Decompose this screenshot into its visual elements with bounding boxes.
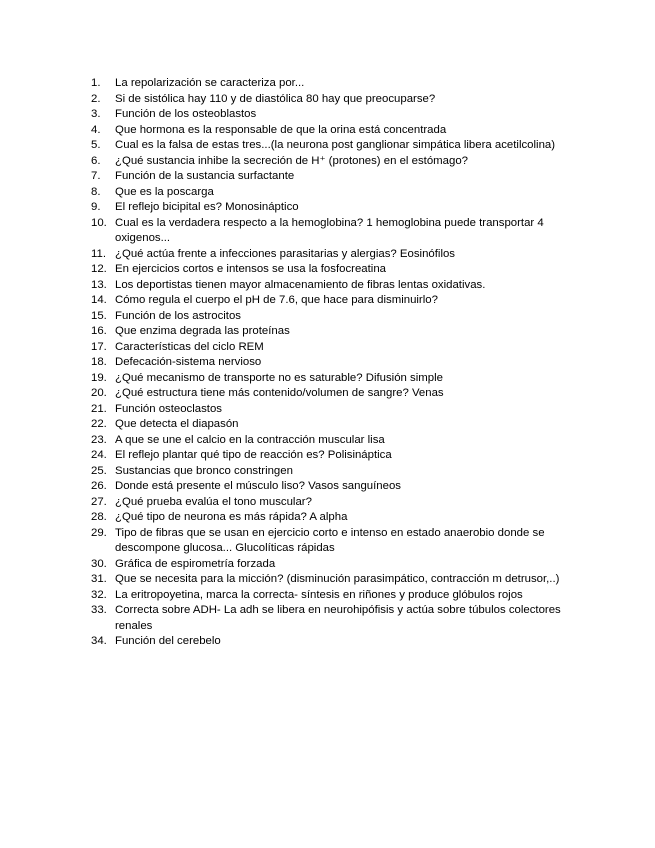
- question-text: En ejercicios cortos e intensos se usa la fosfocreatina: [115, 263, 386, 275]
- question-text: El reflejo plantar qué tipo de reacción es? Polisináptica: [115, 449, 392, 461]
- question-item: [91, 185, 591, 201]
- question-item: [91, 572, 591, 588]
- question-item: [91, 402, 591, 418]
- question-text: ¿Qué mecanismo de transporte no es saturable? Difusión simple: [115, 371, 443, 384]
- question-text: Donde está presente el músculo liso? Vasos sanguíneos: [115, 480, 401, 492]
- question-text: Función del cerebelo: [115, 635, 221, 647]
- question-number: 9.: [91, 201, 101, 213]
- question-number: 27.: [91, 495, 107, 508]
- question-text: Tipo de fibras que se usan en ejercicio corto e intenso en estado anaerobio donde se descompone glucosa... Glucolíticas rápidas: [115, 526, 545, 554]
- question-item: [91, 386, 591, 402]
- question-text: Función de la sustancia surfactante: [115, 170, 295, 182]
- question-number: 6.: [91, 154, 101, 167]
- question-item: [91, 557, 591, 573]
- question-number: 20.: [91, 387, 107, 399]
- question-number: 29.: [91, 526, 107, 539]
- question-item: [91, 495, 591, 511]
- question-number: 15.: [91, 309, 107, 322]
- question-item: [91, 278, 591, 294]
- question-text: Gráfica de espirometría forzada: [115, 557, 276, 570]
- question-item: [91, 309, 591, 325]
- question-number: 1.: [91, 77, 101, 89]
- question-item: [91, 138, 591, 154]
- question-item: [91, 634, 591, 650]
- question-number: 26.: [91, 480, 107, 492]
- question-item: [91, 510, 591, 526]
- question-text: Características del ciclo REM: [115, 340, 264, 353]
- question-number: 13.: [91, 278, 107, 291]
- question-item: [91, 588, 591, 604]
- question-number: 32.: [91, 588, 107, 601]
- question-item: [91, 107, 591, 123]
- question-text: Que es la poscarga: [115, 185, 214, 198]
- question-number: 18.: [91, 356, 107, 368]
- question-number: 21.: [91, 402, 107, 415]
- question-item: [91, 355, 591, 371]
- question-text: La eritropoyetina, marca la correcta- síntesis en riñones y produce glóbulos rojos: [115, 588, 523, 601]
- question-item: [91, 603, 591, 634]
- question-text: Correcta sobre ADH- La adh se libera en neurohipófisis y actúa sobre túbulos colectores renales: [115, 604, 561, 632]
- question-number: 10.: [91, 216, 107, 229]
- question-text: ¿Qué prueba evalúa el tono muscular?: [115, 495, 312, 508]
- question-number: 17.: [91, 340, 107, 353]
- question-item: [91, 76, 591, 92]
- question-text: Que hormona es la responsable de que la orina está concentrada: [115, 123, 447, 136]
- question-text: Defecación-sistema nervioso: [115, 356, 262, 368]
- question-text: Que enzima degrada las proteínas: [115, 325, 290, 337]
- question-text: Cual es la verdadera respecto a la hemoglobina? 1 hemoglobina puede transportar 4 oxigenos...: [115, 216, 544, 244]
- question-text: Cómo regula el cuerpo el pH de 7.6, que hace para disminuirlo?: [115, 294, 438, 306]
- question-text: Función de los astrocitos: [115, 309, 241, 322]
- question-text: Si de sistólica hay 110 y de diastólica 80 hay que preocuparse?: [115, 92, 436, 105]
- question-number: 25.: [91, 464, 107, 477]
- question-item: [91, 464, 591, 480]
- question-text: La repolarización se caracteriza por...: [115, 77, 305, 89]
- question-text: ¿Qué tipo de neurona es más rápida? A alpha: [115, 511, 348, 523]
- question-number: 23.: [91, 433, 107, 446]
- question-number: 2.: [91, 92, 101, 105]
- question-number: 11.: [91, 247, 106, 260]
- question-item: [91, 262, 591, 278]
- question-item: [91, 433, 591, 449]
- question-text: Sustancias que bronco constringen: [115, 464, 293, 477]
- question-number: 5.: [91, 139, 101, 151]
- question-number: 31.: [91, 573, 107, 585]
- question-text: Función de los osteoblastos: [115, 108, 257, 120]
- question-number: 19.: [91, 371, 107, 384]
- question-text: Que se necesita para la micción? (disminución parasimpático, contracción m detrusor,..): [115, 573, 560, 585]
- question-number: 4.: [91, 123, 101, 136]
- question-number: 12.: [91, 263, 107, 275]
- question-item: [91, 526, 591, 557]
- question-item: [91, 417, 591, 433]
- question-number: 34.: [91, 635, 107, 647]
- question-number: 30.: [91, 557, 107, 570]
- question-number: 22.: [91, 418, 107, 430]
- question-text: Los deportistas tienen mayor almacenamiento de fibras lentas oxidativas.: [115, 278, 486, 291]
- question-text: Cual es la falsa de estas tres...(la neurona post ganglionar simpática libera acetilcolina): [115, 139, 556, 151]
- question-list: [91, 76, 591, 650]
- question-item: [91, 200, 591, 216]
- question-item: [91, 92, 591, 108]
- question-item: [91, 169, 591, 185]
- question-number: 33.: [91, 604, 107, 616]
- question-number: 7.: [91, 170, 101, 182]
- question-item: [91, 216, 591, 247]
- question-item: [91, 154, 591, 170]
- question-text: El reflejo bicipital es? Monosináptico: [115, 201, 299, 213]
- question-number: 8.: [91, 185, 101, 198]
- question-text: ¿Qué actúa frente a infecciones parasitarias y alergias? Eosinófilos: [115, 247, 456, 260]
- question-item: [91, 448, 591, 464]
- question-item: [91, 371, 591, 387]
- question-item: [91, 340, 591, 356]
- question-number: 3.: [91, 108, 101, 120]
- question-number: 24.: [91, 449, 107, 461]
- question-item: [91, 293, 591, 309]
- question-text: ¿Qué estructura tiene más contenido/volumen de sangre? Venas: [115, 387, 444, 399]
- question-item: [91, 247, 591, 263]
- question-number: 16.: [91, 325, 107, 337]
- question-text: Que detecta el diapasón: [115, 418, 239, 430]
- question-text: A que se une el calcio en la contracción muscular lisa: [115, 433, 385, 446]
- question-item: [91, 123, 591, 139]
- question-item: [91, 479, 591, 495]
- question-text: ¿Qué sustancia inhibe la secreción de H⁺ (protones) en el estómago?: [115, 154, 468, 167]
- question-number: 28.: [91, 511, 107, 523]
- question-number: 14.: [91, 294, 107, 306]
- question-text: Función osteoclastos: [115, 402, 223, 415]
- question-item: [91, 324, 591, 340]
